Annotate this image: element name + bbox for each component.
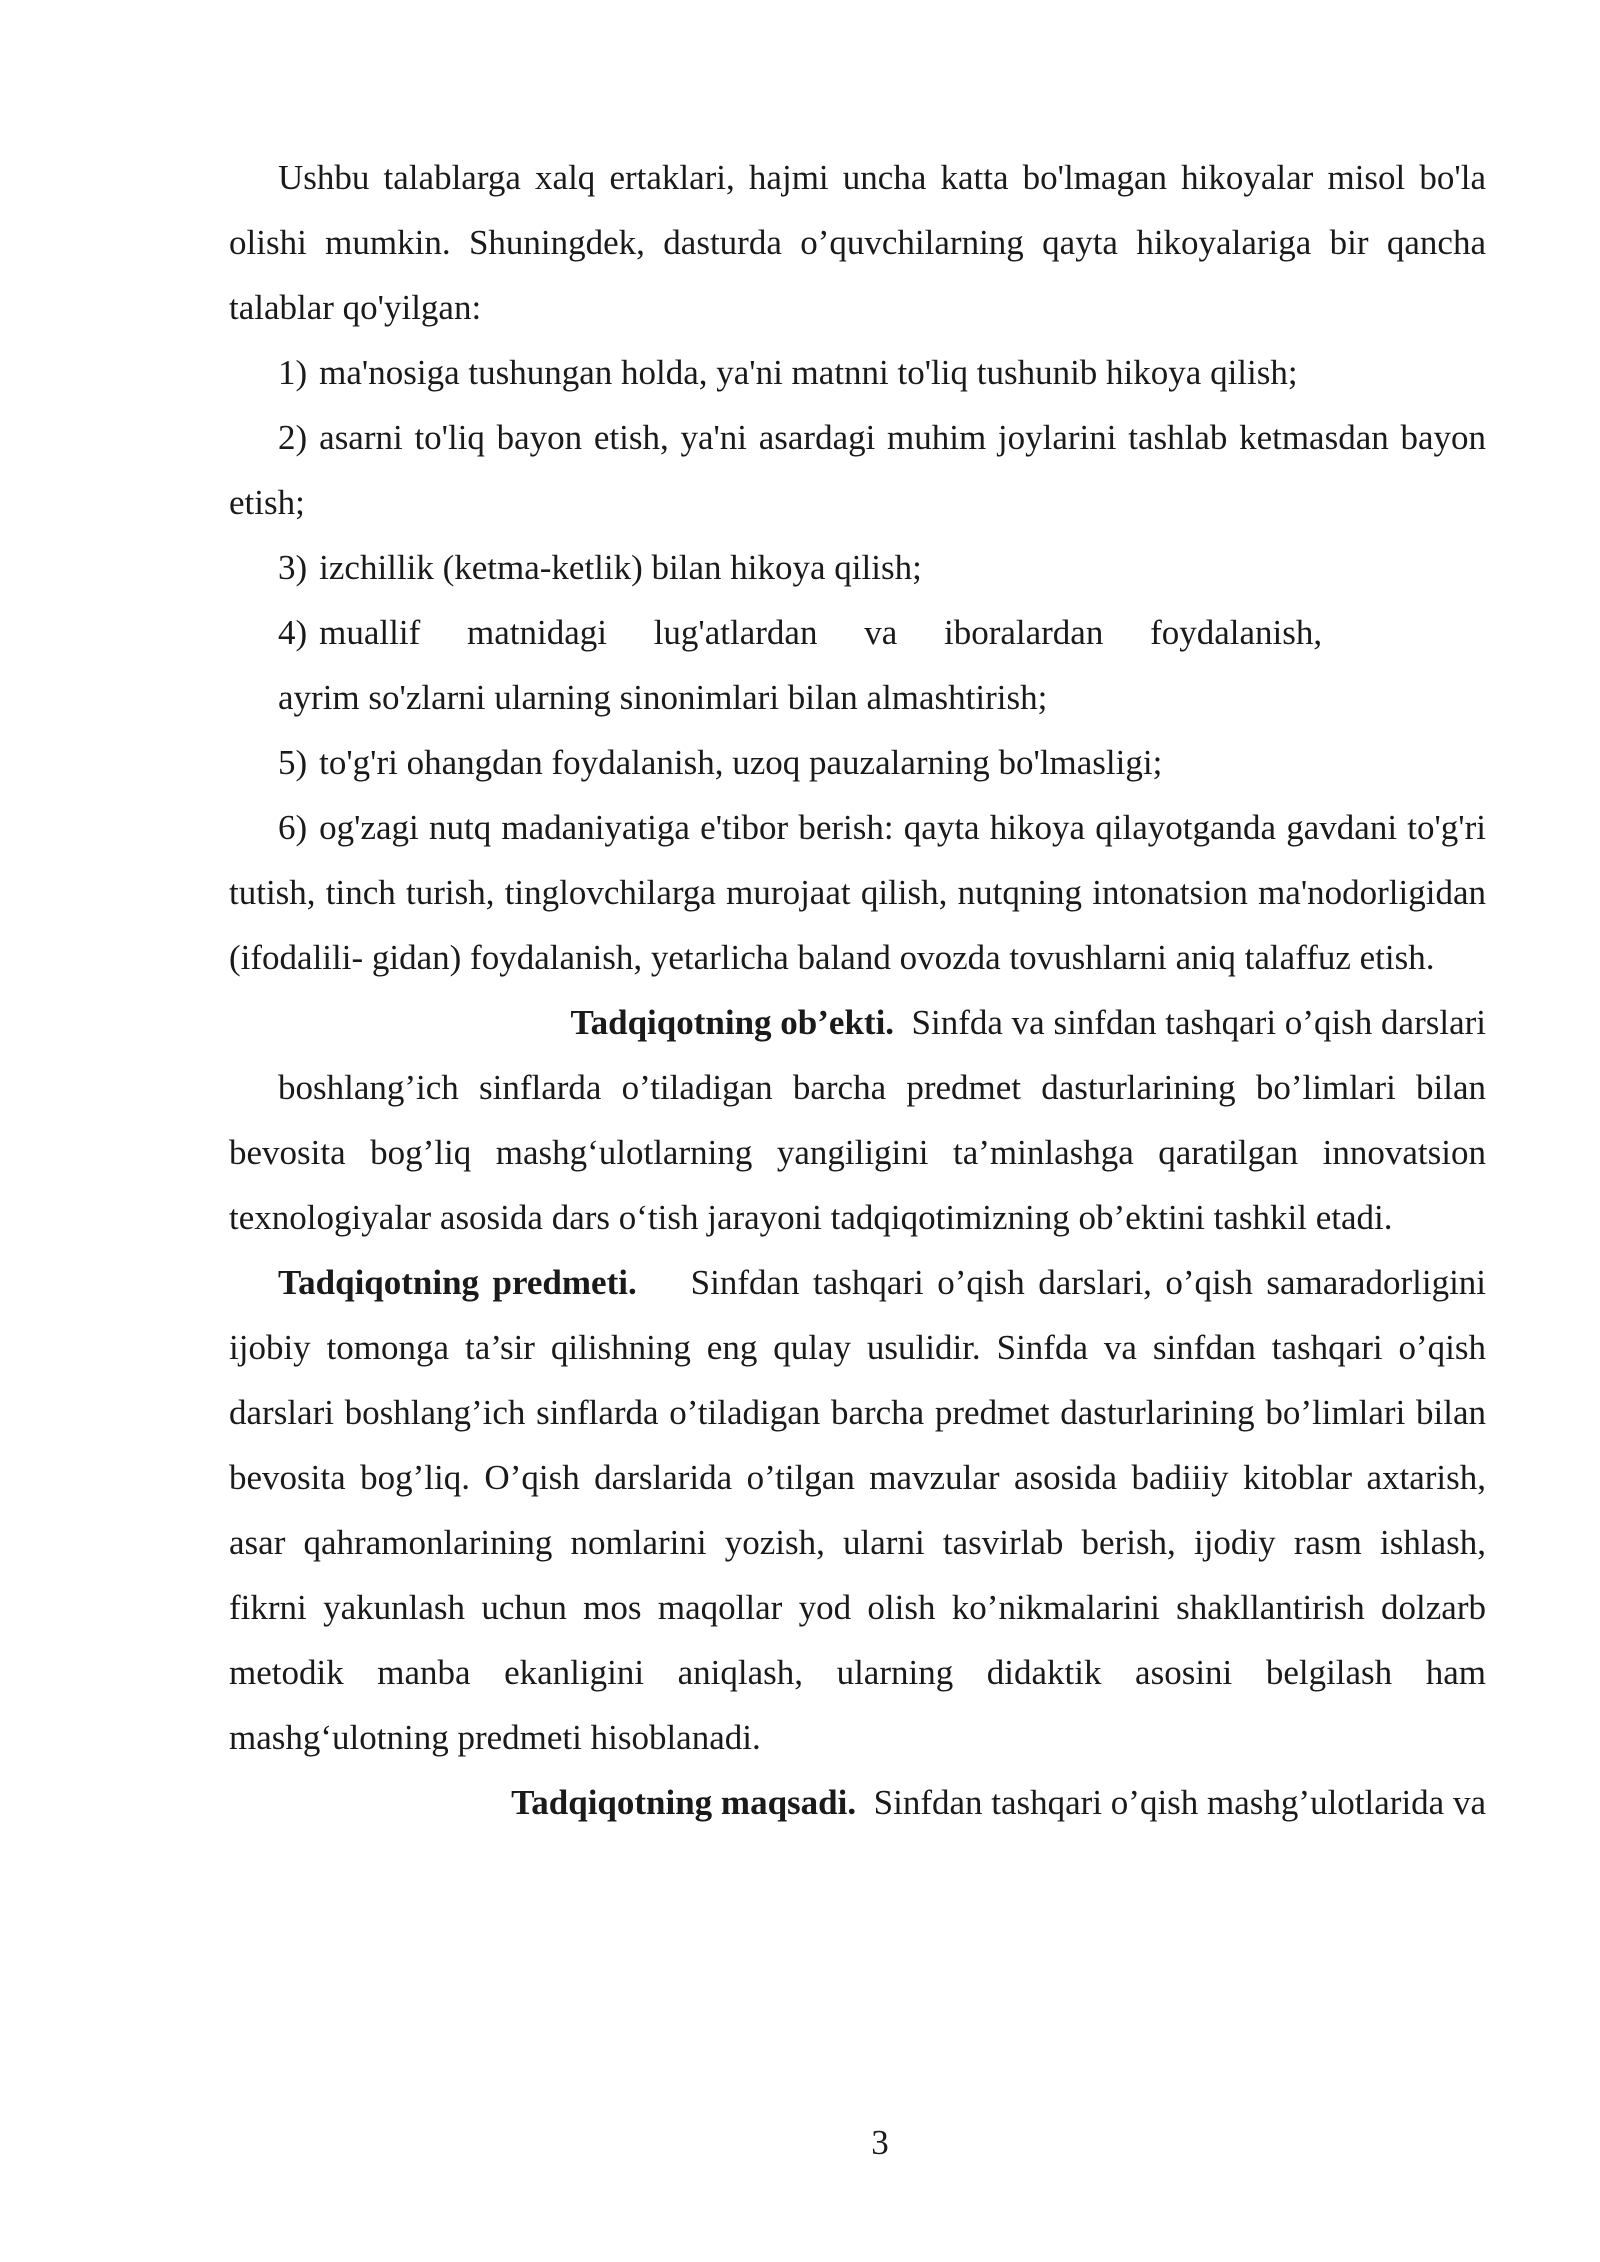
goal-lead-line <box>229 1770 1486 1835</box>
list-number: 3) <box>278 548 308 587</box>
list-item-4-continuation: ayrim so'zlarni ularning sinonimlari bilan almashtirish; <box>278 678 1048 717</box>
list-item-1 <box>229 340 1486 405</box>
list-item-text: ma'nosiga tushungan holda, ya'ni matnni to'liq tushunib hikoya qilish; <box>319 353 1298 392</box>
list-item-text: og'zagi nutq madaniyatiga e'tibor berish: qayta hikoya qilayotganda gavdani to'g'ri tutish, tinch turish, tinglovchilarga murojaat qilish, nutqning intonatsion ma'nodorligidan (ifodalili- gidan) foydalanish, yetarlicha baland ovozda tovushlarni aniq talaffuz etish. <box>229 808 1486 977</box>
object-lead-line <box>229 990 1486 1055</box>
subject-body: Sinfdan tashqari o’qish darslari, o’qish samaradorligini ijobiy tomonga ta’sir qilishning eng qulay usulidir. Sinfda va sinfdan tashqari o’qish darslari boshlang’ich sinflarda o’tiladigan barcha predmet dasturlarining bo’limlari bilan bevosita bog’liq. O’qish darslarida o’tilgan mavzular asosida badiiiy kitoblar axtarish, asar qahramonlarining nomlarini yozish, ularni tasvirlab berish, ijodiy rasm ishlash, fikrni yakunlash uchun mos maqollar yod olish ko’nikmalarini shakllantirish dolzarb metodik manba ekanligini aniqlash, ularning didaktik asosini belgilash ham mashg‘ulotning predmeti hisoblanadi. <box>229 1263 1487 1757</box>
list-item-text: to'g'ri ohangdan foydalanish, uzoq pauzalarning bo'lmasligi; <box>319 743 1163 782</box>
object-body: boshlang’ich sinflarda o’tiladigan barcha predmet dasturlarining bo’limlari bilan bevosita bog’liq mashg‘ulotlarning yangiligini ta’minlashga qaratilgan innovatsion texnologiyalar asosida dars o‘tish jarayoni tadqiqotimizning ob’ektini tashkil etadi. <box>229 1068 1486 1237</box>
subject-heading: Tadqiqotning predmeti. <box>278 1263 637 1302</box>
list-item-text: asarni to'liq bayon etish, ya'ni asardagi muhim joylarini tashlab ketmasdan bayon etish; <box>229 418 1486 522</box>
document-page <box>229 145 1486 1835</box>
list-item-3 <box>229 535 1486 600</box>
list-item-text: izchillik (ketma-ketlik) bilan hikoya qilish; <box>319 548 922 587</box>
list-item-text: muallif matnidagi lug'atlardan va iboralardan foydalanish, <box>319 613 1323 652</box>
subject-paragraph <box>229 1250 1486 1770</box>
object-lead-text: Sinfda va sinfdan tashqari o’qish darslari <box>911 1003 1486 1042</box>
list-number: 1) <box>278 353 308 392</box>
list-number: 4) <box>278 613 308 652</box>
list-item-4 <box>229 600 1486 665</box>
goal-lead-text: Sinfdan tashqari o’qish mashg’ulotlarida va <box>873 1783 1486 1822</box>
page-number: 3 <box>871 2123 889 2162</box>
list-item-5 <box>229 730 1486 795</box>
object-heading: Tadqiqotning ob’ekti. <box>570 1003 895 1042</box>
intro-paragraph: Ushbu talablarga xalq ertaklari, hajmi uncha katta bo'lmagan hikoyalar misol bo'la olishi mumkin. Shuningdek, dasturda o’quvchilarning qayta hikoyalariga bir qancha talablar qo'yilgan: <box>229 158 1486 327</box>
list-number: 2) <box>278 418 308 457</box>
list-number: 6) <box>278 808 308 847</box>
goal-heading: Tadqiqotning maqsadi. <box>511 1783 857 1822</box>
list-item-2 <box>229 405 1486 535</box>
list-number: 5) <box>278 743 308 782</box>
list-item-6 <box>229 795 1486 990</box>
